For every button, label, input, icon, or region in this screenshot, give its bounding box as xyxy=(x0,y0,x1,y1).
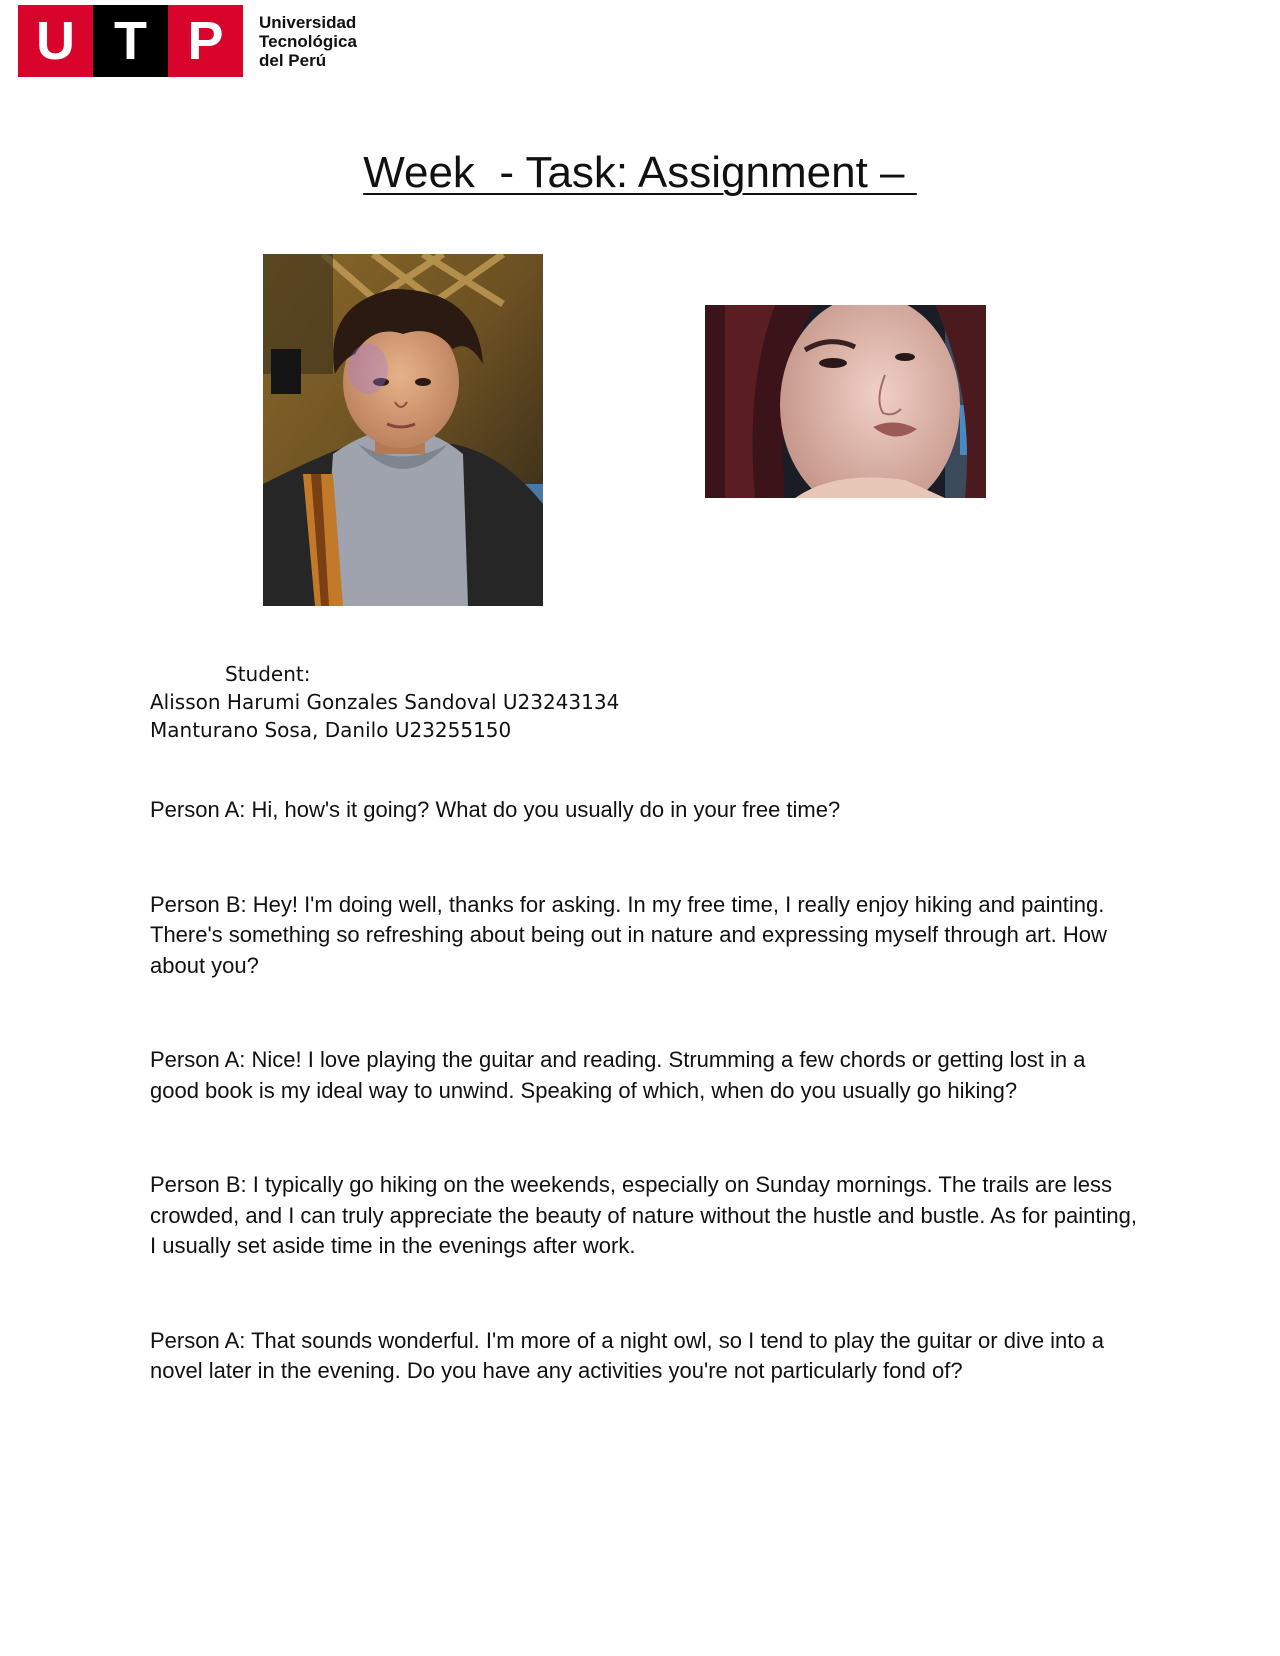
student-photo-female xyxy=(705,305,986,498)
student-name: Alisson Harumi Gonzales Sandoval U23243134 xyxy=(150,690,620,714)
logo-name-line-3: del Perú xyxy=(259,50,327,70)
dialogue-line: Person B: Hey! I'm doing well, thanks for asking. In my free time, I really enjoy hiking and painting. There's something so refreshing about being out in nature and expressing myself through art. How about you? xyxy=(150,891,1107,978)
dialogue-line: Person A: That sounds wonderful. I'm more of a night owl, so I tend to play the guitar or dive into a novel later in the evening. Do you have any activities you're not particularly fond of? xyxy=(150,1327,1104,1383)
dialogue-line: Person A: Hi, how's it going? What do you usually do in your free time? xyxy=(150,797,841,822)
dialogue-line: Person B: I typically go hiking on the weekends, especially on Sunday mornings. The trails are less crowded, and I can truly appreciate the beauty of nature without the hustle and bustle. As for painting, I usually set aside time in the evenings after work. xyxy=(150,1172,1137,1258)
logo-letter-u: U xyxy=(18,5,93,77)
student-photo-male xyxy=(263,254,543,606)
logo-name-line-2: Tecnológica xyxy=(259,31,357,51)
page-title: Week - Task: Assignment – xyxy=(363,148,917,197)
logo-letter-t: T xyxy=(93,5,168,77)
students-block xyxy=(150,660,619,744)
dialogue-section xyxy=(150,795,1140,1451)
student-name: Manturano Sosa, Danilo U23255150 xyxy=(150,718,512,742)
logo-name-line-1: Universidad xyxy=(259,12,357,32)
students-label: Student: xyxy=(225,662,311,686)
utp-logo xyxy=(18,5,359,77)
logo-letter-p: P xyxy=(168,5,243,77)
dialogue-line: Person A: Nice! I love playing the guitar and reading. Strumming a few chords or getting lost in a good book is my ideal way to unwind. Speaking of which, when do you usually go hiking? xyxy=(150,1047,1086,1103)
logo-university-name xyxy=(259,5,359,77)
